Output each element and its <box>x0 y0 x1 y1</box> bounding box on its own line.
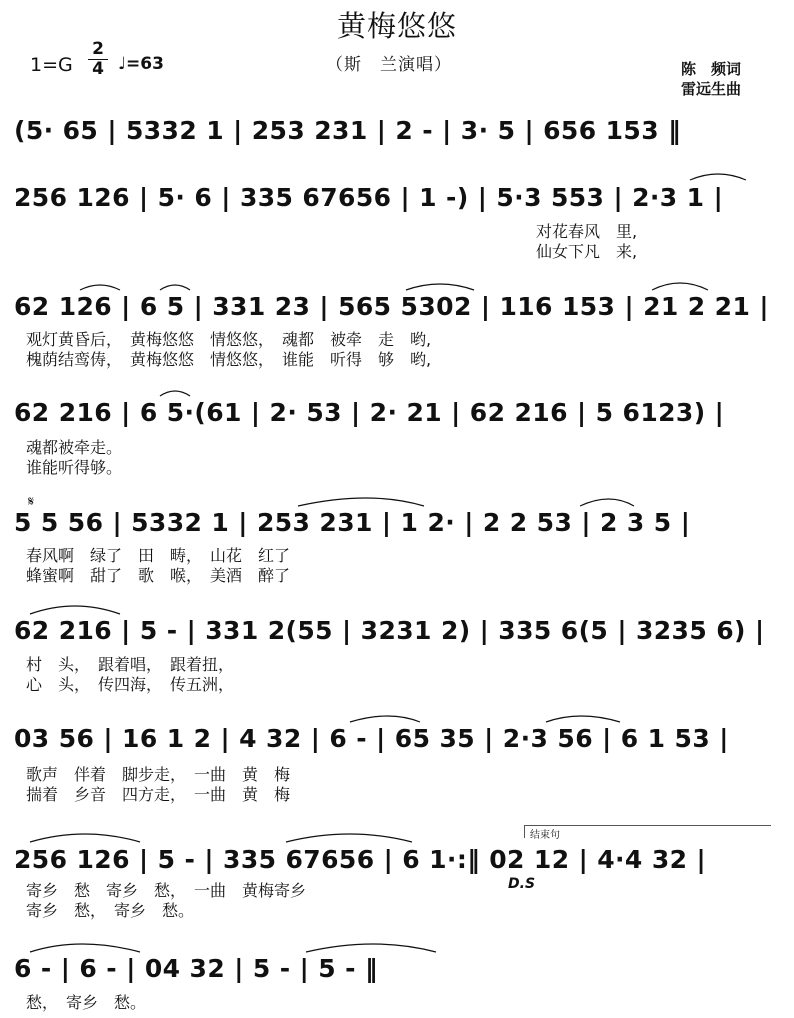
segno-icon: 𝄋 <box>28 494 35 510</box>
score-line-3-lyric-1: 观灯黄昏后， 黄梅悠悠 情悠悠， 魂都 被牵 走 哟, <box>26 330 432 349</box>
slur-arc <box>652 283 708 290</box>
score-line-2-lyric-2: 仙女下凡 来, <box>536 242 638 261</box>
slur-arc <box>406 284 474 290</box>
time-signature-top: 2 <box>92 39 104 59</box>
slur-arc <box>690 174 746 180</box>
tempo-marking: ♩=63 <box>118 54 164 74</box>
score-line-1-notes: (5· 65 | 5332 1 | 253 231 | 2 - | 3· 5 | 656 153 ‖ <box>14 116 681 145</box>
score-line-7-lyric-2: 揣着 乡音 四方走， 一曲 黄 梅 <box>26 785 291 804</box>
slur-arc <box>298 498 424 506</box>
score-line-5-lyric-1: 春风啊 绿了 田 畴， 山花 红了 <box>26 546 291 565</box>
slur-arc <box>580 499 634 506</box>
dal-segno-mark: D.S <box>508 876 536 892</box>
song-title: 黄梅悠悠 <box>336 9 457 43</box>
score-line-9-notes: 6 - | 6 - | 04 32 | 5 - | 5 - ‖ <box>14 954 378 983</box>
score-line-5-notes: 5 5 56 | 5332 1 | 253 231 | 1 2· | 2 2 53 | 2 3 5 | <box>14 508 691 537</box>
slur-arc <box>80 285 120 290</box>
score-line-6-lyric-2: 心 头， 传四海， 传五洲， <box>26 675 235 694</box>
slur-arc <box>30 606 120 614</box>
performer-line: （斯 兰演唱） <box>326 55 452 75</box>
slur-arc <box>160 285 190 290</box>
score-line-6-notes: 62 216 | 5 - | 331 2(55 | 3231 2) | 335 6(5 | 3235 6) | <box>14 616 765 645</box>
lyricist-credit: 陈 频词 <box>681 60 742 78</box>
slur-arc <box>350 716 420 722</box>
ending-label: 结束句 <box>530 830 560 841</box>
score-line-5-lyric-2: 蜂蜜啊 甜了 歌 喉， 美酒 醉了 <box>26 566 291 585</box>
score-line-6-lyric-1: 村 头， 跟着唱， 跟着扭， <box>26 655 235 674</box>
key-signature: 1=G <box>30 54 73 76</box>
composer-credit: 雷远生曲 <box>681 80 742 98</box>
score-line-8-lyric-1: 寄乡 愁 寄乡 愁， 一曲 黄梅寄乡 <box>26 881 307 900</box>
slur-arc <box>546 716 620 722</box>
score-line-2-notes: 256 126 | 5· 6 | 335 67656 | 1 -) | 5·3 553 | 2·3 1 | <box>14 183 724 212</box>
slur-arc <box>30 944 140 952</box>
score-line-3-lyric-2: 槐荫结鸾俦， 黄梅悠悠 情悠悠， 谁能 听得 够 哟, <box>26 350 432 369</box>
score-line-4-lyric-2: 谁能听得够。 <box>26 458 123 477</box>
slur-arc <box>306 944 436 952</box>
score-line-7-lyric-1: 歌声 伴着 脚步走， 一曲 黄 梅 <box>26 765 291 784</box>
score-line-8-notes: 256 126 | 5 - | 335 67656 | 6 1·:‖ 02 12 | 4·4 32 | <box>14 845 707 874</box>
slur-arc <box>30 834 140 842</box>
score-line-8-lyric-2: 寄乡 愁， 寄乡 愁。 <box>26 901 195 920</box>
score-line-7-notes: 03 56 | 16 1 2 | 4 32 | 6 - | 65 35 | 2·3 56 | 6 1 53 | <box>14 724 729 753</box>
time-signature-bottom: 4 <box>88 59 108 79</box>
score-line-4-notes: 62 216 | 6 5·(61 | 2· 53 | 2· 21 | 62 216 | 5 6123) | <box>14 398 725 427</box>
score-line-4-lyric-1: 魂都被牵走。 <box>26 438 123 457</box>
slur-arc <box>160 391 190 396</box>
score-line-9-lyric-1: 愁， 寄乡 愁。 <box>26 993 147 1012</box>
score-line-2-lyric-1: 对花春风 里, <box>536 222 638 241</box>
score-line-3-notes: 62 126 | 6 5 | 331 23 | 565 5302 | 116 153 | 21 2 21 | <box>14 292 769 321</box>
slur-arc <box>286 834 412 842</box>
